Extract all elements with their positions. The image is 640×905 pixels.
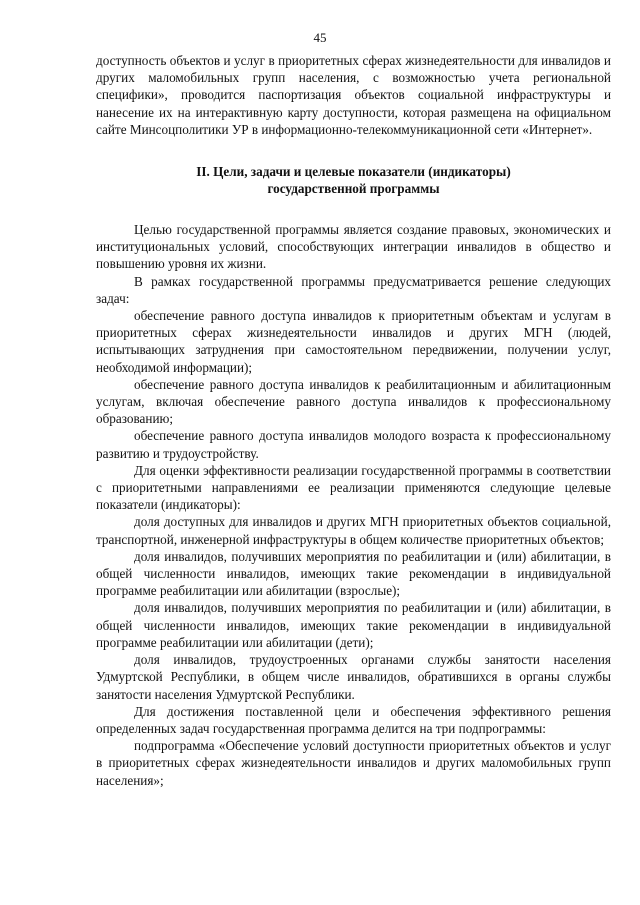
list-item: доля доступных для инвалидов и других МГН приоритетных объектов социальной, транспортной, инженерной инфраструктуры в общем количестве приоритетных объектов; (96, 514, 611, 547)
list-item: обеспечение равного доступа инвалидов молодого возраста к профессиональному развитию и трудоустройству. (96, 428, 611, 461)
list-item: доля инвалидов, получивших мероприятия по реабилитации и (или) абилитации, в общей численности инвалидов, имеющих такие рекомендации в индивидуальной программе реабилитации или абилитации (взрослые); (96, 548, 611, 599)
paragraph: доступность объектов и услуг в приоритетных сферах жизнедеятельности для инвалидов и других маломобильных групп населения, с возможностью учета региональной специфики», проводится паспортизация объектов социальной инфраструктуры и нанесение их на интерактивную карту доступности, которая размещена на официальном сайте Минсоцполитики УР в информационно-телекоммуникационной сети «Интернет». (96, 53, 611, 137)
list-item: обеспечение равного доступа инвалидов к приоритетным объектам и услугам в приоритетных сферах жизнедеятельности инвалидов и других МГН (людей, испытывающих затруднения при самостоятельном передвижении, получении услуг, необходимой информации); (96, 308, 611, 375)
document-body (96, 52, 611, 789)
list-item: обеспечение равного доступа инвалидов к реабилитационным и абилитационным услугам, включая обеспечение равного доступа инвалидов к профессиональному образованию; (96, 376, 611, 427)
section-heading-line: II. Цели, задачи и целевые показатели (индикаторы) (196, 164, 511, 180)
paragraph: Для оценки эффективности реализации государственной программы в соответствии с приоритетными направлениями ее реализации применяются следующие целевые показатели (индикаторы): (96, 462, 611, 513)
paragraph: Целью государственной программы является создание правовых, экономических и институциональных условий, способствующих интеграции инвалидов в общество и повышению уровня их жизни. (96, 222, 611, 272)
paragraph: Для достижения поставленной цели и обеспечения эффективного решения определенных задач государственная программа делится на три подпрограммы: (96, 703, 611, 736)
paragraph: В рамках государственной программы предусматривается решение следующих задач: (96, 273, 611, 306)
list-item: доля инвалидов, трудоустроенных органами службы занятости населения Удмуртской Республики, в общем числе инвалидов, обратившихся в органы службы занятости населения Удмуртской Республики. (96, 652, 611, 702)
list-item: доля инвалидов, получивших мероприятия по реабилитации и (или) абилитации, в общей численности инвалидов, имеющих такие рекомендации в индивидуальной программе реабилитации или абилитации (дети); (96, 600, 611, 650)
section-heading-line: государственной программы (267, 181, 440, 197)
page-number: 45 (313, 30, 327, 45)
section-heading (96, 163, 611, 197)
list-item: подпрограмма «Обеспечение условий доступности приоритетных объектов и услуг в приоритетных сферах жизнедеятельности инвалидов и других маломобильных групп населения»; (96, 738, 611, 788)
